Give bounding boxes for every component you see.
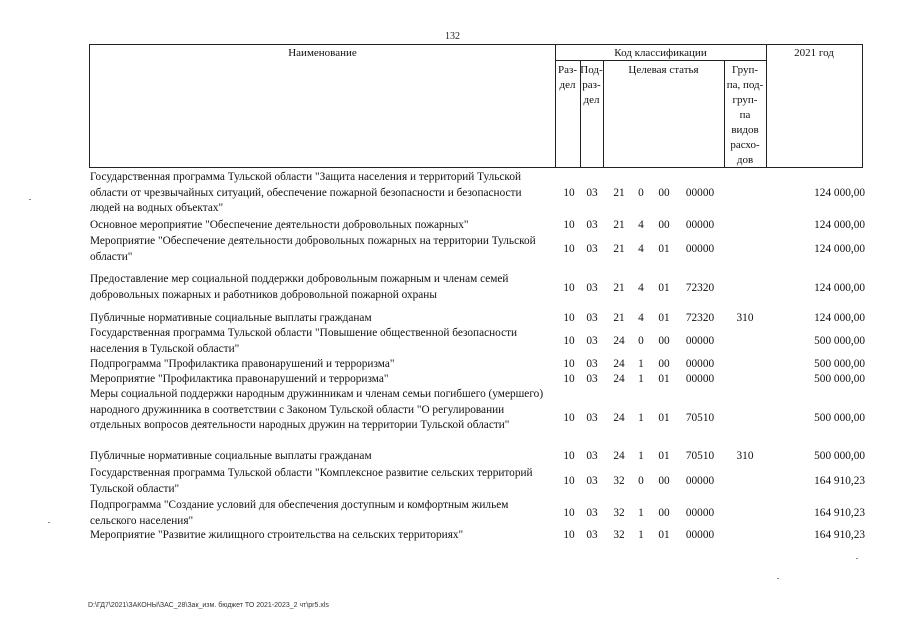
row-code-razdel: 10 bbox=[563, 450, 575, 462]
row-amount: 124 000,00 bbox=[814, 243, 865, 255]
row-code-podrazdel: 03 bbox=[586, 335, 598, 347]
row-code-c2: 4 bbox=[638, 312, 644, 324]
row-code-c1: 21 bbox=[613, 312, 625, 324]
row-code-c3: 01 bbox=[658, 412, 670, 424]
header-target: Целевая статья bbox=[628, 64, 699, 76]
row-code-podrazdel: 03 bbox=[586, 507, 598, 519]
row-code-podrazdel: 03 bbox=[586, 312, 598, 324]
row-code-c2: 1 bbox=[638, 450, 644, 462]
row-code-c3: 00 bbox=[658, 187, 670, 199]
row-code-group: 310 bbox=[736, 450, 754, 462]
row-code-c2: 1 bbox=[638, 373, 644, 385]
row-name: Предоставление мер социальной поддержки добровольным пожарным и членам семей добровольных пожарных и работников добровольной пожарной охраны bbox=[90, 273, 509, 301]
scan-speck bbox=[48, 522, 50, 523]
row-name: Меры социальной поддержки народным дружинникам и членам семьи погибшего (умершего) народного дружинника в соответствии с Законом Тульской области "О регулировании отдельных вопросов деятельности народных дружин на территории Тульской области" bbox=[90, 388, 544, 431]
row-name: Государственная программа Тульской области "Комплексное развитие сельских территорий Тульской области" bbox=[90, 467, 533, 495]
row-code-c2: 4 bbox=[638, 219, 644, 231]
row-name: Основное мероприятие "Обеспечение деятельности добровольных пожарных" bbox=[90, 219, 469, 231]
row-code-razdel: 10 bbox=[563, 373, 575, 385]
row-code-c2: 1 bbox=[638, 358, 644, 370]
row-code-c3: 01 bbox=[658, 529, 670, 541]
row-code-podrazdel: 03 bbox=[586, 243, 598, 255]
row-code-c4: 72320 bbox=[685, 282, 715, 294]
row-code-podrazdel: 03 bbox=[586, 450, 598, 462]
row-code-razdel: 10 bbox=[563, 187, 575, 199]
row-amount: 500 000,00 bbox=[814, 335, 865, 347]
row-code-c2: 4 bbox=[638, 282, 644, 294]
row-code-razdel: 10 bbox=[563, 219, 575, 231]
row-code-c2: 4 bbox=[638, 243, 644, 255]
row-code-podrazdel: 03 bbox=[586, 475, 598, 487]
row-code-c3: 01 bbox=[658, 373, 670, 385]
row-amount: 500 000,00 bbox=[814, 373, 865, 385]
row-code-razdel: 10 bbox=[563, 507, 575, 519]
row-amount: 500 000,00 bbox=[814, 450, 865, 462]
row-code-razdel: 10 bbox=[563, 243, 575, 255]
row-code-c1: 21 bbox=[613, 243, 625, 255]
header-classification: Код классификации bbox=[614, 47, 707, 59]
row-amount: 124 000,00 bbox=[814, 219, 865, 231]
scan-speck bbox=[29, 199, 31, 200]
row-code-c1: 21 bbox=[613, 282, 625, 294]
row-code-c1: 24 bbox=[613, 373, 625, 385]
row-code-c1: 24 bbox=[613, 450, 625, 462]
scan-speck bbox=[856, 558, 858, 559]
header-year: 2021 год bbox=[794, 47, 834, 59]
header-group: Груп- па, под- груп- па видов расхо- дов bbox=[726, 64, 764, 166]
row-code-c3: 01 bbox=[658, 243, 670, 255]
row-code-c1: 24 bbox=[613, 412, 625, 424]
row-code-c4: 00000 bbox=[685, 358, 715, 370]
row-code-c3: 00 bbox=[658, 358, 670, 370]
row-code-c2: 0 bbox=[638, 335, 644, 347]
row-code-podrazdel: 03 bbox=[586, 282, 598, 294]
row-code-razdel: 10 bbox=[563, 312, 575, 324]
row-code-c4: 00000 bbox=[685, 373, 715, 385]
divider bbox=[766, 45, 767, 167]
row-code-c1: 32 bbox=[613, 507, 625, 519]
row-code-podrazdel: 03 bbox=[586, 219, 598, 231]
header-podrazdel: Под- раз- дел bbox=[580, 64, 603, 106]
row-code-c3: 01 bbox=[658, 312, 670, 324]
row-name: Мероприятие "Профилактика правонарушений и терроризма" bbox=[90, 373, 389, 385]
row-code-group: 310 bbox=[736, 312, 754, 324]
row-code-c4: 00000 bbox=[685, 187, 715, 199]
row-code-podrazdel: 03 bbox=[586, 529, 598, 541]
row-amount: 124 000,00 bbox=[814, 282, 865, 294]
row-code-razdel: 10 bbox=[563, 282, 575, 294]
row-name: Публичные нормативные социальные выплаты гражданам bbox=[90, 450, 372, 462]
scan-speck bbox=[777, 578, 779, 579]
row-code-razdel: 10 bbox=[563, 475, 575, 487]
row-name: Мероприятие "Обеспечение деятельности добровольных пожарных на территории Тульской области" bbox=[90, 235, 536, 263]
row-code-c2: 0 bbox=[638, 475, 644, 487]
row-code-razdel: 10 bbox=[563, 412, 575, 424]
footer-file-path: D:\ГД7\2021\ЗАКОНЫ\ЗАС_28\Зак_изм. бюджет ТО 2021-2023_2 чт\pr5.xls bbox=[88, 602, 329, 609]
row-name: Подпрограмма "Создание условий для обеспечения доступным и комфортным жильем сельского населения" bbox=[90, 499, 509, 527]
row-code-podrazdel: 03 bbox=[586, 358, 598, 370]
row-code-c4: 00000 bbox=[685, 219, 715, 231]
row-amount: 164 910,23 bbox=[814, 507, 865, 519]
row-amount: 500 000,00 bbox=[814, 358, 865, 370]
row-code-c1: 32 bbox=[613, 529, 625, 541]
row-code-c3: 01 bbox=[658, 450, 670, 462]
row-name: Публичные нормативные социальные выплаты гражданам bbox=[90, 312, 372, 324]
row-amount: 124 000,00 bbox=[814, 187, 865, 199]
row-name: Подпрограмма "Профилактика правонарушений и терроризма" bbox=[90, 358, 395, 370]
page-number: 132 bbox=[445, 31, 460, 42]
row-code-c1: 24 bbox=[613, 335, 625, 347]
row-code-c4: 00000 bbox=[685, 507, 715, 519]
row-name: Государственная программа Тульской области "Повышение общественной безопасности населения в Тульской области" bbox=[90, 327, 518, 355]
row-amount: 164 910,23 bbox=[814, 529, 865, 541]
row-code-c4: 00000 bbox=[685, 475, 715, 487]
row-code-c4: 00000 bbox=[685, 243, 715, 255]
row-code-c3: 00 bbox=[658, 475, 670, 487]
row-code-c4: 70510 bbox=[685, 450, 715, 462]
row-code-c3: 00 bbox=[658, 335, 670, 347]
row-code-c1: 21 bbox=[613, 219, 625, 231]
row-code-c1: 24 bbox=[613, 358, 625, 370]
row-code-c4: 00000 bbox=[685, 335, 715, 347]
row-code-razdel: 10 bbox=[563, 358, 575, 370]
row-code-razdel: 10 bbox=[563, 335, 575, 347]
row-code-podrazdel: 03 bbox=[586, 187, 598, 199]
row-amount: 124 000,00 bbox=[814, 312, 865, 324]
row-code-c1: 32 bbox=[613, 475, 625, 487]
row-name: Государственная программа Тульской области "Защита населения и территорий Тульской области от чрезвычайных ситуаций, обеспечение пожарной безопасности и безопасности людей на водных объектах" bbox=[90, 171, 522, 214]
row-code-c2: 0 bbox=[638, 187, 644, 199]
header-razdel: Раз- дел bbox=[557, 64, 577, 91]
row-code-razdel: 10 bbox=[563, 529, 575, 541]
row-name: Мероприятие "Развитие жилищного строительства на сельских территориях" bbox=[90, 529, 464, 541]
table-header bbox=[89, 44, 863, 168]
row-amount: 164 910,23 bbox=[814, 475, 865, 487]
row-code-podrazdel: 03 bbox=[586, 373, 598, 385]
row-code-c3: 00 bbox=[658, 507, 670, 519]
row-code-c3: 01 bbox=[658, 282, 670, 294]
row-code-c2: 1 bbox=[638, 529, 644, 541]
row-code-c4: 72320 bbox=[685, 312, 715, 324]
row-code-c2: 1 bbox=[638, 412, 644, 424]
row-code-c3: 00 bbox=[658, 219, 670, 231]
row-code-c2: 1 bbox=[638, 507, 644, 519]
row-amount: 500 000,00 bbox=[814, 412, 865, 424]
header-name: Наименование bbox=[288, 47, 357, 59]
row-code-c1: 21 bbox=[613, 187, 625, 199]
row-code-podrazdel: 03 bbox=[586, 412, 598, 424]
row-code-c4: 00000 bbox=[685, 529, 715, 541]
row-code-c4: 70510 bbox=[685, 412, 715, 424]
